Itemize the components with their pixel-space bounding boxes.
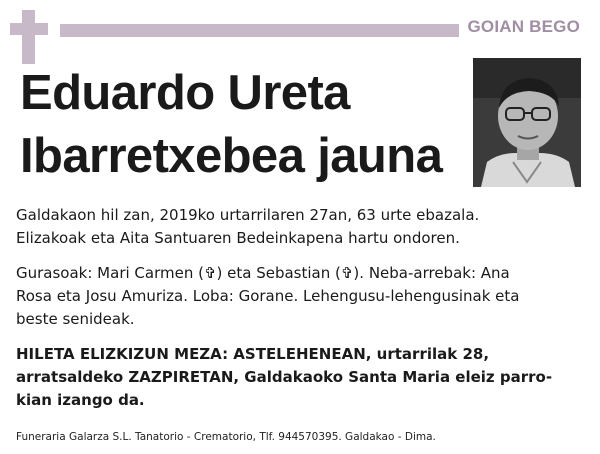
portrait-photo (473, 58, 581, 187)
text-line: HILETA ELIZKIZUN MEZA: ASTELEHENEAN, urtarrilak 28, (16, 345, 490, 363)
cross-icon (10, 10, 48, 64)
name-line-1: Eduardo Ureta (20, 66, 350, 120)
text-line: Gurasoak: Mari Carmen (✞) eta Sebastian (✞). Neba-arrebak: Ana (16, 264, 510, 282)
section-label: GOIAN BEGO (467, 17, 580, 36)
text-line: Elizakoak eta Aita Santuaren Bedeinkapena hartu ondoren. (16, 229, 460, 247)
death-announcement (16, 204, 586, 250)
funeral-home-footer: Funeraria Galarza S.L. Tanatorio - Crematorio, Tlf. 944570395. Galdakao - Dima. (16, 431, 436, 443)
text-line: Galdakaon hil zan, 2019ko urtarrilaren 27an, 63 urte ebazala. (16, 206, 480, 224)
funeral-mass-info (16, 343, 586, 412)
deceased-name (20, 62, 465, 188)
header-band (60, 24, 459, 37)
text-line: arratsaldeko ZAZPIRETAN, Galdakaoko Santa Maria eleiz parro- (16, 368, 553, 386)
text-line: kian izango da. (16, 391, 145, 409)
text-line: Rosa eta Josu Amuriza. Loba: Gorane. Lehengusu-lehengusinak eta (16, 287, 520, 305)
text-line: beste senideak. (16, 310, 135, 328)
relatives-list (16, 262, 586, 331)
name-line-2: Ibarretxebea jauna (20, 129, 443, 183)
